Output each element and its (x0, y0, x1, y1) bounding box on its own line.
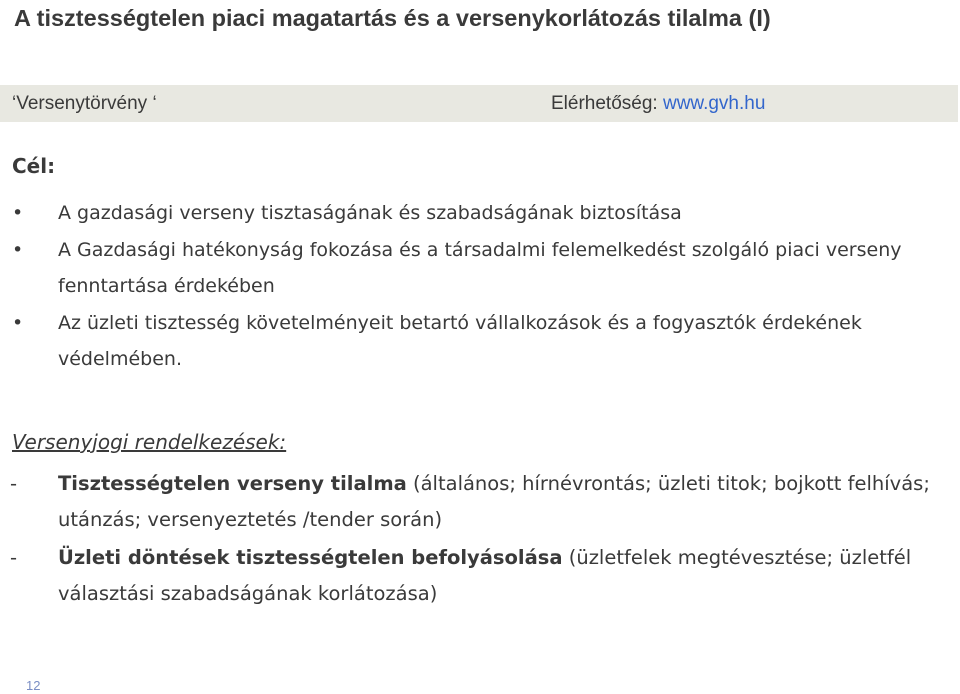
provision-detail: (üzletfelek megtévesztése; üzletfél választási szabadságának korlátozása) (58, 546, 912, 605)
bullet-icon: • (12, 312, 24, 334)
bullet-icon: • (12, 202, 24, 224)
provision-title: Üzleti döntések tisztességtelen befolyásolása (58, 546, 563, 569)
source-label: ‘Versenytörvény ‘ (12, 93, 157, 114)
bullet-icon: • (12, 239, 24, 261)
goal-item (0, 195, 940, 231)
source-bar (0, 85, 958, 122)
page-number: 12 (26, 678, 41, 693)
provisions-list (0, 466, 930, 614)
slide-title: A tisztességtelen piaci magatartás és a versenykorlátozás tilalma (I) (14, 5, 771, 31)
goal-list (0, 195, 940, 378)
provision-item (0, 466, 930, 538)
goal-text: Az üzleti tisztesség követelményeit betartó vállalkozások és a fogyasztók érdekének védelmében. (58, 312, 862, 370)
provisions-heading: Versenyjogi rendelkezések: (12, 430, 287, 454)
goal-text: A gazdasági verseny tisztaságának és szabadságának biztosítása (58, 202, 682, 224)
provision-detail: (általános; hírnévrontás; üzleti titok; bojkott felhívás; utánzás; versenyeztetés /tender során) (58, 472, 930, 531)
goal-text: A Gazdasági hatékonyság fokozása és a társadalmi felemelkedést szolgáló piaci verseny fenntartása érdekében (58, 239, 902, 297)
goal-item (0, 232, 940, 304)
availability-label: Elérhetőség: (551, 93, 663, 114)
availability (551, 93, 765, 115)
provision-title: Tisztességtelen verseny tilalma (58, 472, 407, 495)
dash-marker: - (10, 546, 18, 569)
dash-marker: - (10, 472, 18, 495)
gvh-link[interactable]: www.gvh.hu (662, 93, 766, 114)
provision-item (0, 540, 930, 612)
goal-heading: Cél: (12, 154, 56, 178)
goal-item (0, 305, 940, 377)
